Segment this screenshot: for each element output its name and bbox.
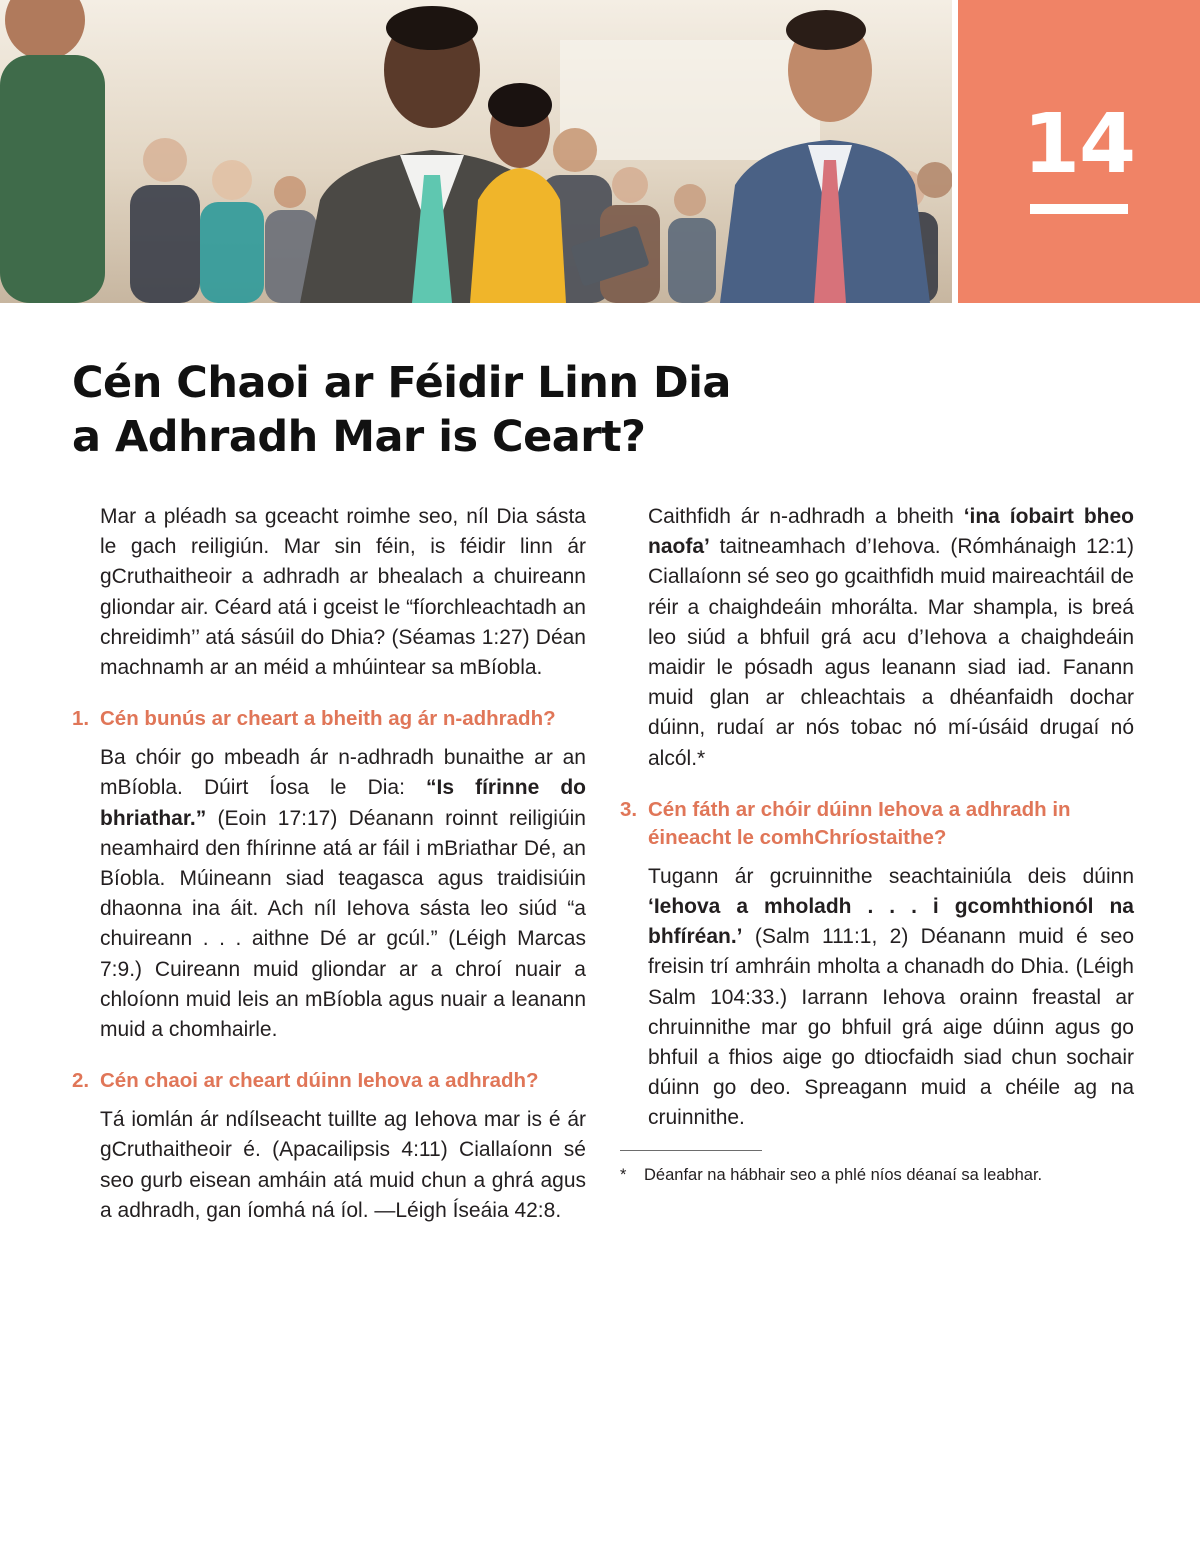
right-column bbox=[620, 502, 1134, 1187]
title-line-1: Cén Chaoi ar Féidir Linn Dia bbox=[72, 358, 731, 408]
title-line-2: a Adhradh Mar is Ceart? bbox=[72, 412, 646, 462]
footnote bbox=[620, 1163, 1134, 1187]
footnote-rule bbox=[620, 1150, 762, 1151]
congregation-illustration bbox=[0, 0, 952, 303]
page-title bbox=[72, 356, 872, 464]
question-heading-3 bbox=[620, 796, 1134, 852]
section-2-continuation-paragraph bbox=[648, 502, 1134, 774]
question-text-3: Cén fáth ar chóir dúinn Iehova a adhradh in éineacht le comhChríostaithe? bbox=[648, 797, 1071, 849]
question-text-2: Cén chaoi ar cheart dúinn Iehova a adhradh? bbox=[100, 1069, 539, 1093]
section-3-text-b: (Salm 111:1, 2) Déanann muid é seo freisin trí amhráin mholta a chanadh do Dhia. (Léigh Salm 104:33.) Iarrann Iehova orainn freastal ar chruinnithe mar go bhfuil grá aige dúinn agus go bhfuil a fhios aige go dtiocfaidh siad chun sochair dúinn go deo. Spreagann muid a chéile ag na cruinnithe. bbox=[648, 925, 1134, 1130]
continuation-text-b: taitneamhach d’Iehova. (Rómhánaigh 12:1) Ciallaíonn sé seo go gcaithfidh muid maireachtáil de réir a chaighdeáin mhorálta. Mar shampla, is breá leo siúd a bhfuil grá acu d’Iehova a chaighdeáin maidir le pósadh agus leanann siad iad. Fanann muid glan ar chleachtais a dhéanfaidh dochar dúinn, rudaí ar nós tobac nó mí-úsáid drugaí nó alcól.* bbox=[648, 535, 1134, 770]
section-3-text-a: Tugann ár gcruinnithe seachtainiúla deis dúinn bbox=[648, 864, 1134, 888]
question-heading-1 bbox=[72, 705, 586, 733]
section-1-text-b: (Eoin 17:17) Déanann roinnt reiligiúin neamhaird den fhírinne atá ar fáil i mBriathar Dé, an Bíobla. Múineann siad teagasca agus traidisiúin dhaonna ina áit. Ach níl Iehova sásta leo siúd “a chuireann . . . aithne Dé ar gcúl.” (Léigh Marcas 7:9.) Cuireann muid gliondar ar a chroí nuair a chloíonn muid leis an mBíobla agus nuair a leanann muid a chomhairle. bbox=[100, 806, 586, 1042]
question-text-1: Cén bunús ar cheart a bheith ag ár n-adhradh? bbox=[100, 707, 556, 731]
lesson-number-underline bbox=[1030, 204, 1128, 214]
left-column bbox=[72, 502, 586, 1248]
footnote-marker: * bbox=[620, 1165, 627, 1184]
section-3-paragraph bbox=[648, 862, 1134, 1134]
section-1-paragraph bbox=[100, 743, 586, 1045]
section-1-bold-quote: “Is fírinne do bhriathar.” bbox=[100, 776, 586, 830]
question-number-2: 2. bbox=[72, 1069, 90, 1093]
continuation-bold-quote: ‘ina íobairt bheo naofa’ bbox=[648, 505, 1134, 559]
lesson-number-box bbox=[958, 0, 1200, 303]
section-2-paragraph: Tá iomlán ár ndílseacht tuillte ag Iehova mar is é ár gCruthaitheoir é. (Apacailipsis 4:11) Ciallaíonn sé seo gurb eisean amháin atá muid chun a ghrá agus a adhradh, gan íomhá ná íol. —Léigh Íseáia 42:8. bbox=[100, 1108, 586, 1222]
question-number-3: 3. bbox=[620, 797, 638, 821]
question-number-1: 1. bbox=[72, 707, 90, 731]
hero-photo bbox=[0, 0, 952, 303]
section-3-bold-quote: ‘Iehova a mholadh . . . i gcomhthionól na bhfíréan.’ bbox=[648, 895, 1134, 949]
question-heading-2 bbox=[72, 1067, 586, 1095]
continuation-text-a: Caithfidh ár n-adhradh a bheith bbox=[648, 505, 964, 528]
footnote-text: Déanfar na hábhair seo a phlé níos déanaí sa leabhar. bbox=[644, 1165, 1043, 1184]
lesson-number: 14 bbox=[1022, 97, 1136, 192]
intro-paragraph: Mar a pléadh sa gceacht roimhe seo, níl Dia sásta le gach reiligiún. Mar sin féin, is féidir linn ár gCruthaitheoir a adhradh ar bhealach a chuireann gliondar air. Céard atá i gceist le “fíorchleachtadh an chreidimh’’ atá sásúil do Dhia? (Séamas 1:27) Déan machnamh ar an méid a mhúintear sa mBíobla. bbox=[100, 505, 586, 680]
section-1-text-a: Ba chóir go mbeadh ár n-adhradh bunaithe ar an mBíobla. Dúirt Íosa le Dia: bbox=[100, 746, 586, 800]
